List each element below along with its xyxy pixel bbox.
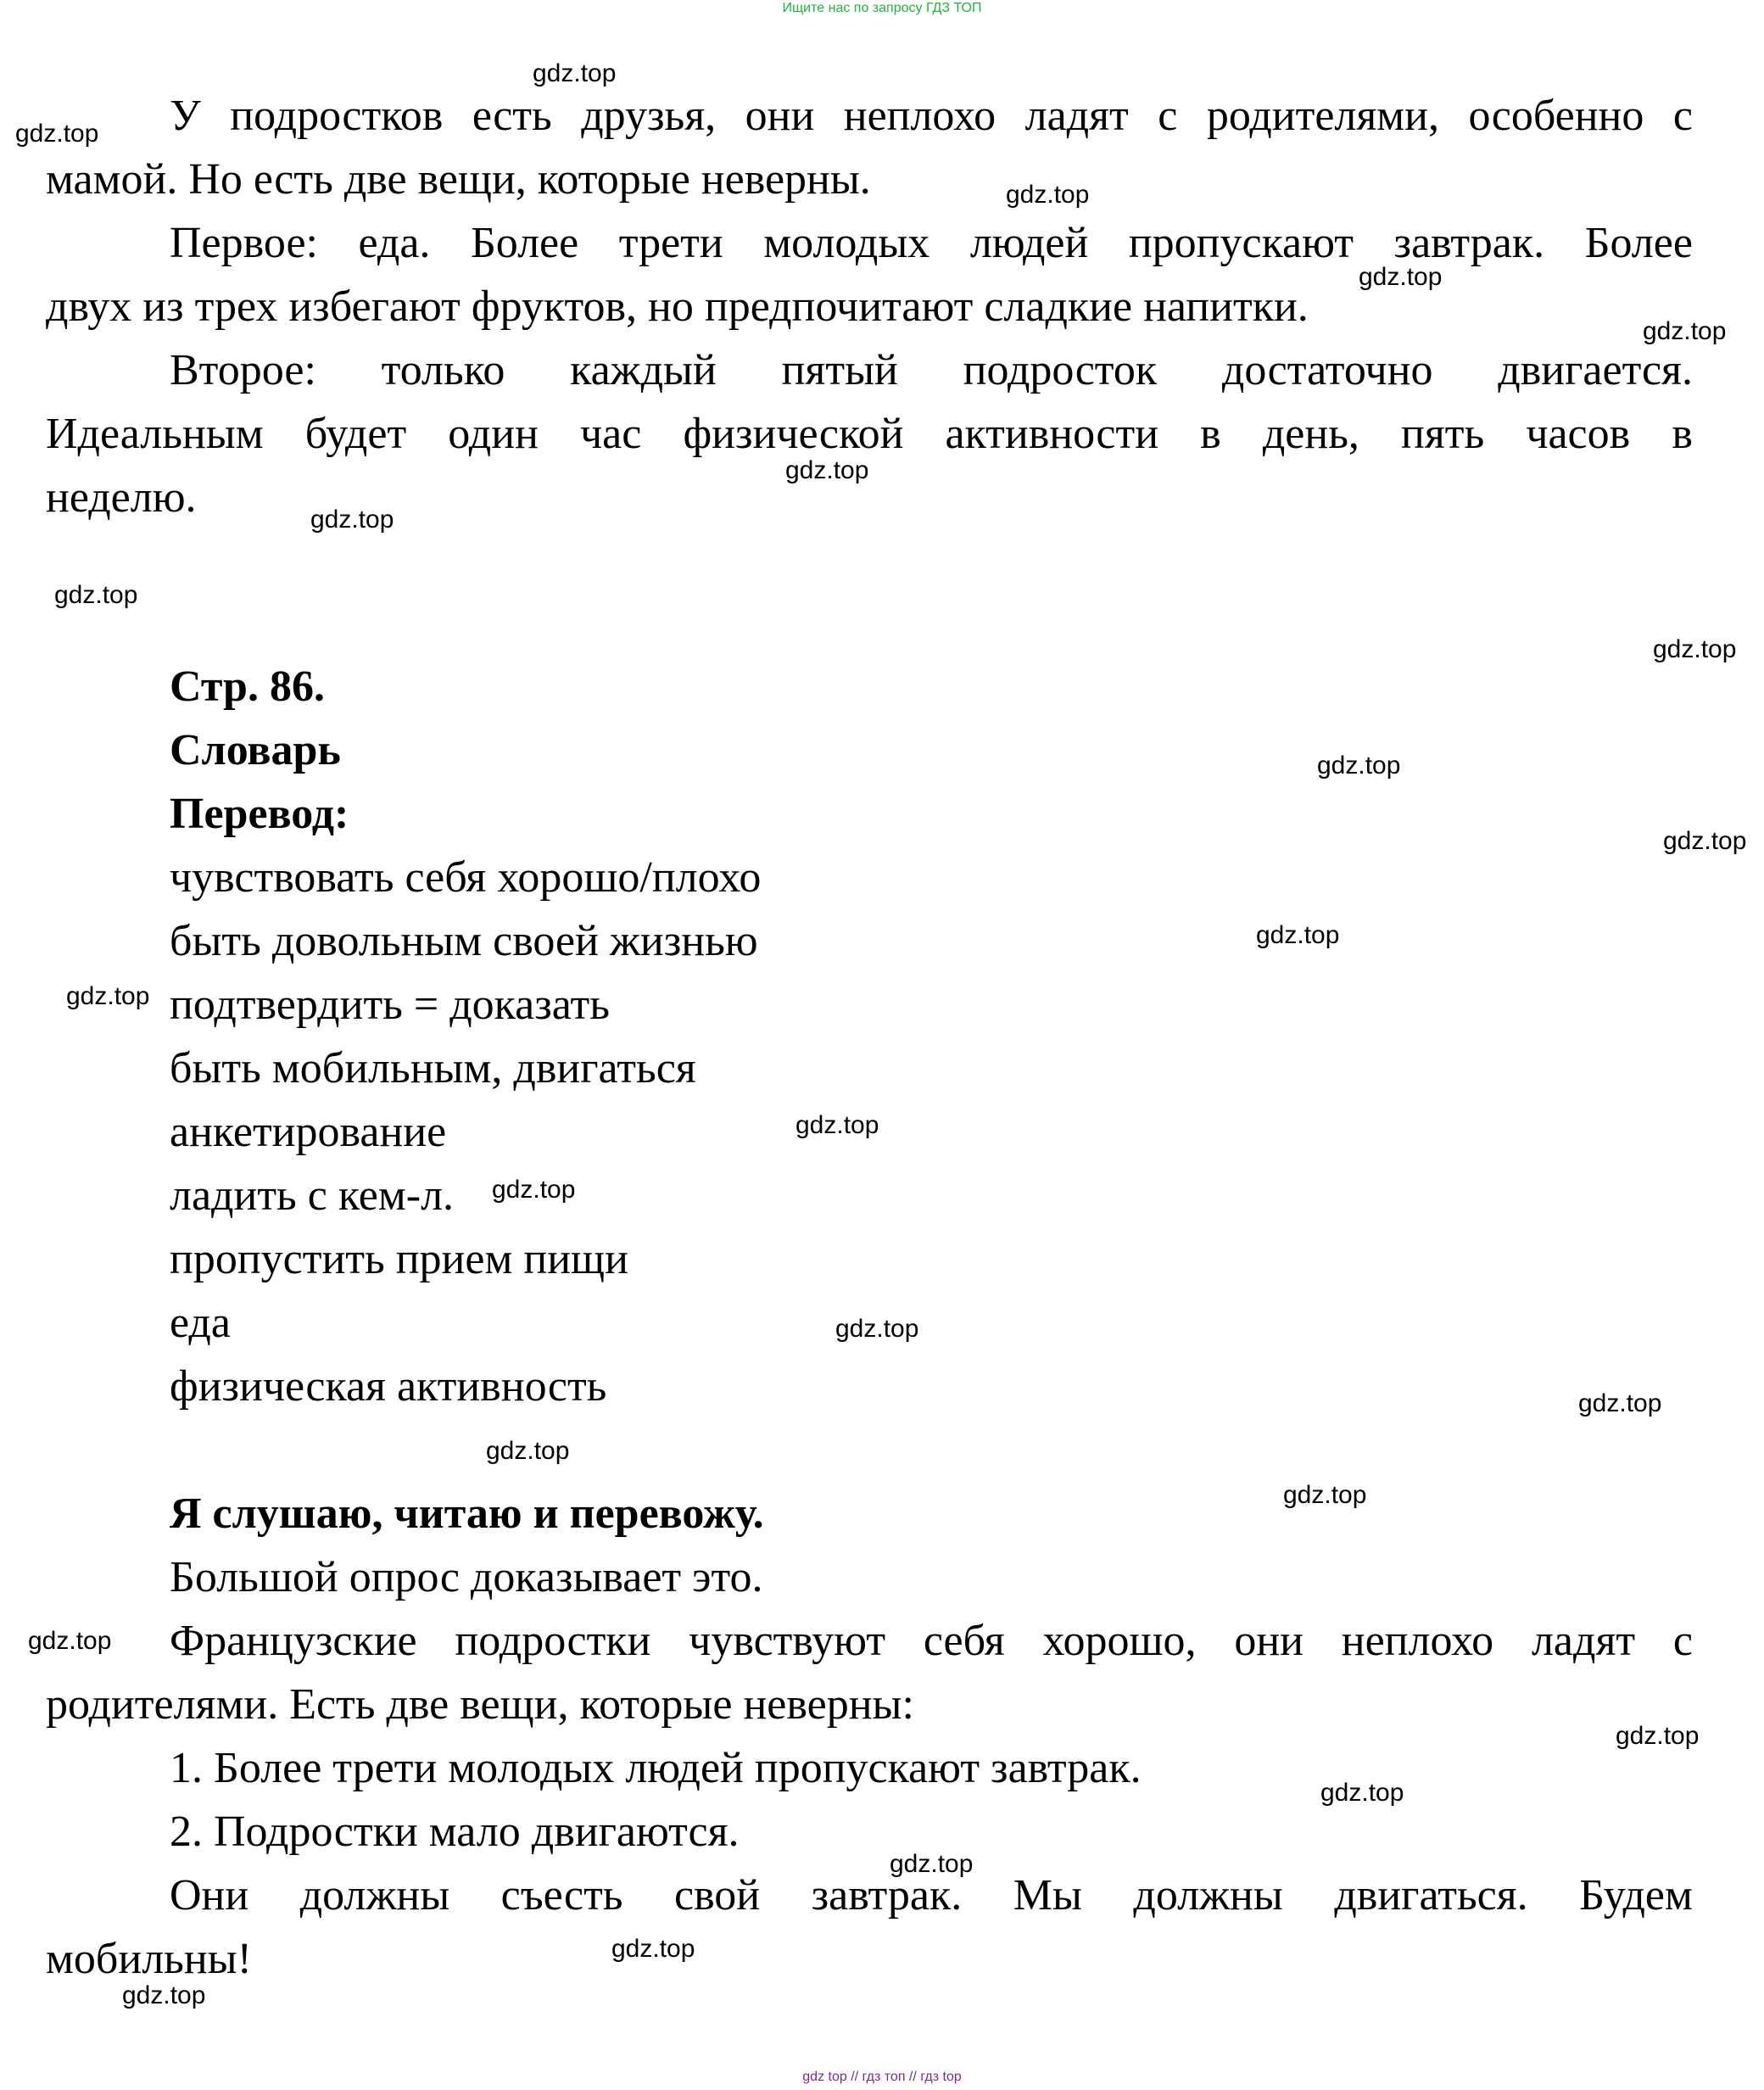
word: молодых xyxy=(763,219,930,267)
word: день, xyxy=(1262,410,1359,458)
word: Будем xyxy=(1579,1871,1693,1920)
word: хорошо, xyxy=(1042,1617,1197,1665)
vocab-item: ладить с кем-л. xyxy=(170,1171,455,1220)
watermark: gdz.top xyxy=(835,1315,919,1343)
word: трети xyxy=(618,219,723,267)
word: час xyxy=(580,410,642,458)
word: Более xyxy=(470,219,579,267)
word: Они xyxy=(170,1871,249,1920)
word: Идеальным xyxy=(46,410,264,458)
watermark: gdz.top xyxy=(1653,635,1737,663)
word: будет xyxy=(304,410,407,458)
word: только xyxy=(381,346,505,394)
word: неплохо xyxy=(843,92,996,140)
watermark: gdz.top xyxy=(1283,1481,1367,1509)
word: часов xyxy=(1526,410,1631,458)
word: себя xyxy=(923,1617,1005,1665)
watermark: gdz.top xyxy=(1663,827,1747,855)
watermark: gdz.top xyxy=(310,506,394,534)
word: физической xyxy=(683,410,904,458)
dictionary-heading: Словарь xyxy=(170,726,341,774)
exercise-line: 2. Подростки мало двигаются. xyxy=(170,1808,740,1856)
word: должны xyxy=(1133,1871,1283,1920)
top-banner[interactable]: Ищите нас по запросу ГДЗ ТОП xyxy=(782,1,982,15)
para1-line1 xyxy=(170,91,1693,142)
page-heading: Стр. 86. xyxy=(170,662,325,711)
watermark: gdz.top xyxy=(785,456,869,484)
word: чувствуют xyxy=(689,1617,886,1665)
word: еда. xyxy=(358,219,431,267)
para3-line1 xyxy=(170,345,1693,396)
vocab-item: быть мобильным, двигаться xyxy=(170,1044,696,1092)
word: Французские xyxy=(170,1617,417,1665)
exercise-line xyxy=(170,1616,1693,1667)
word: подростки xyxy=(455,1617,651,1665)
word: Первое: xyxy=(170,219,318,267)
word: съесть xyxy=(500,1871,623,1920)
para3-line2 xyxy=(46,409,1693,460)
vocab-item: анкетирование xyxy=(170,1108,447,1156)
word: Второе: xyxy=(170,346,316,394)
vocab-item: физическая активность xyxy=(170,1362,607,1411)
word: каждый xyxy=(570,346,717,394)
word: с xyxy=(1672,92,1693,140)
watermark: gdz.top xyxy=(1320,1779,1404,1807)
watermark: gdz.top xyxy=(15,120,99,148)
word: завтрак. xyxy=(1393,219,1545,267)
vocab-item: быть довольным своей жизнью xyxy=(170,917,758,965)
word: должны xyxy=(299,1871,450,1920)
watermark: gdz.top xyxy=(66,982,150,1010)
watermark: gdz.top xyxy=(1578,1389,1662,1417)
translation-heading: Перевод: xyxy=(170,790,349,838)
exercise-heading: Я слушаю, читаю и перевожу. xyxy=(170,1489,764,1538)
watermark: gdz.top xyxy=(486,1437,570,1465)
word: они xyxy=(1234,1617,1303,1665)
exercise-line: мобильны! xyxy=(46,1935,252,1983)
exercise-line: 1. Более трети молодых людей пропускают завтрак. xyxy=(170,1744,1142,1792)
watermark: gdz.top xyxy=(1616,1722,1700,1750)
watermark: gdz.top xyxy=(1359,263,1443,291)
exercise-line: родителями. Есть две вещи, которые неверны: xyxy=(46,1680,914,1729)
word: с xyxy=(1158,92,1178,140)
watermark: gdz.top xyxy=(1256,921,1340,949)
word: неплохо xyxy=(1341,1617,1494,1665)
vocab-item: чувствовать себя хорошо/плохо xyxy=(170,853,762,902)
word: с xyxy=(1672,1617,1693,1665)
word: активности xyxy=(945,410,1159,458)
para3-line3: неделю. xyxy=(46,473,197,522)
word: завтрак. xyxy=(811,1871,963,1920)
watermark: gdz.top xyxy=(795,1111,879,1139)
vocab-item: еда xyxy=(170,1299,231,1347)
word: Более xyxy=(1584,219,1693,267)
word: достаточно xyxy=(1221,346,1433,394)
word: особенно xyxy=(1468,92,1644,140)
para2-line2: двух из трех избегают фруктов, но предпочитают сладкие напитки. xyxy=(46,282,1309,331)
exercise-line: Большой опрос доказывает это. xyxy=(170,1553,763,1601)
word: родителями, xyxy=(1206,92,1440,140)
watermark: gdz.top xyxy=(492,1176,576,1204)
word: есть xyxy=(472,92,552,140)
word: Мы xyxy=(1013,1871,1082,1920)
watermark: gdz.top xyxy=(533,59,617,87)
word: они xyxy=(745,92,815,140)
word: ладят xyxy=(1531,1617,1636,1665)
para1-line2: мамой. Но есть две вещи, которые неверны. xyxy=(46,155,871,204)
word: подросток xyxy=(963,346,1158,394)
word: двигаться. xyxy=(1334,1871,1528,1920)
footer-links[interactable]: gdz top // гдз топ // гдз top xyxy=(802,2070,962,2084)
word: подростков xyxy=(230,92,444,140)
watermark: gdz.top xyxy=(1643,317,1727,345)
word: пятый xyxy=(781,346,898,394)
word: в xyxy=(1672,410,1693,458)
word: пять xyxy=(1401,410,1485,458)
para2-line1 xyxy=(170,218,1693,269)
vocab-item: пропустить прием пищи xyxy=(170,1235,628,1283)
word: У xyxy=(170,92,201,140)
watermark: gdz.top xyxy=(611,1935,695,1963)
word: людей xyxy=(969,219,1089,267)
watermark: gdz.top xyxy=(122,1981,206,2009)
word: пропускают xyxy=(1128,219,1354,267)
watermark: gdz.top xyxy=(1317,752,1401,780)
word: двигается. xyxy=(1498,346,1693,394)
watermark: gdz.top xyxy=(28,1627,112,1655)
watermark: gdz.top xyxy=(1006,181,1090,209)
word: один xyxy=(448,410,539,458)
word: ладят xyxy=(1024,92,1129,140)
word: в xyxy=(1200,410,1221,458)
watermark: gdz.top xyxy=(890,1850,974,1878)
watermark: gdz.top xyxy=(54,581,138,609)
word: друзья, xyxy=(581,92,717,140)
vocab-item: подтвердить = доказать xyxy=(170,981,610,1029)
word: свой xyxy=(674,1871,761,1920)
